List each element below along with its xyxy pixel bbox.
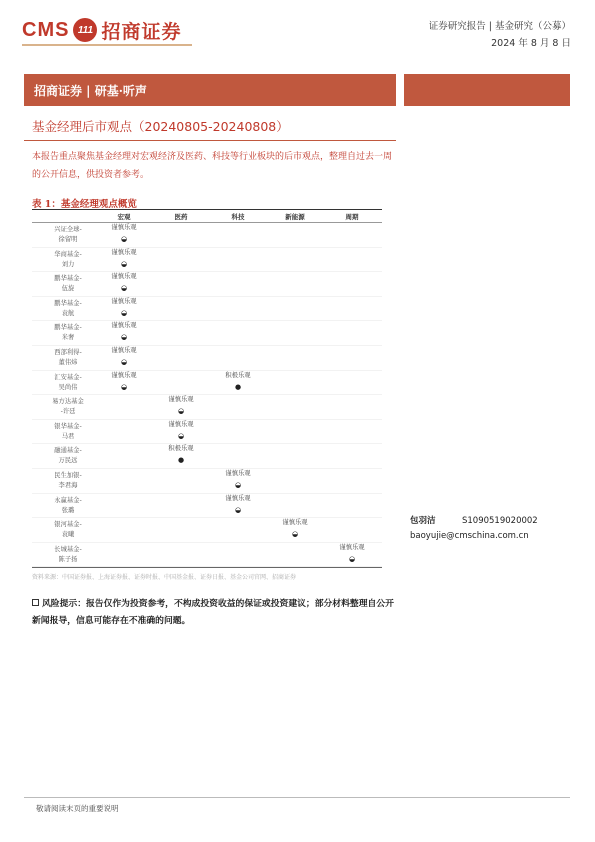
view-label: 谨慎乐观 (111, 248, 137, 256)
manager-name: 永赢基金- 张璐 (54, 496, 82, 514)
manager-name: 汇安基金- 吴尚伟 (54, 373, 82, 391)
views-table (32, 209, 382, 568)
report-meta (429, 18, 571, 52)
table-row (32, 371, 382, 396)
manager-name: 兴证全球- 徐留明 (54, 226, 82, 243)
table-cell (111, 321, 136, 343)
view-label: 谨慎乐观 (111, 346, 137, 354)
table-header (32, 209, 382, 223)
view-label: 积极乐观 (168, 445, 194, 453)
analyst-email[interactable]: baoyujie@cmschina.com.cn (410, 531, 529, 541)
manager-name: 鹏华基金- 袁航 (54, 299, 82, 317)
view-symbol-icon: ◒ (348, 554, 356, 563)
table-row (32, 272, 382, 297)
table-row (32, 494, 382, 519)
table-bottom-rule (32, 567, 382, 568)
column-header: 宏观 (117, 213, 131, 221)
logo-cms-text: CMS (22, 18, 70, 41)
table-cell (225, 469, 250, 491)
side-banner (404, 74, 570, 106)
column-header: 新能源 (285, 213, 305, 221)
view-label: 谨慎乐观 (339, 543, 365, 551)
table-cell (111, 272, 136, 294)
view-symbol-icon: ◒ (120, 333, 128, 342)
manager-name: 鹏华基金- 伍旋 (54, 275, 82, 293)
table-cell (168, 420, 193, 442)
table-cell (225, 494, 250, 516)
table-row (32, 420, 382, 445)
view-symbol-icon: ◒ (234, 480, 242, 489)
view-label: 谨慎乐观 (111, 297, 137, 305)
view-symbol-icon: ● (177, 456, 185, 465)
view-label: 谨慎乐观 (225, 494, 251, 502)
view-symbol-icon: ◒ (120, 235, 128, 243)
table-cell (168, 444, 193, 466)
manager-name: 鹏华基金- 米奢 (54, 324, 82, 342)
checkbox-bullet-icon (32, 599, 39, 606)
report-summary: 本报告重点聚焦基金经理对宏观经济及医药、科技等行业板块的后市观点，整理自过去一周的公开信息，供投资者参考。 (32, 152, 393, 180)
table-row (32, 248, 382, 273)
table-cell (282, 518, 307, 540)
risk-warning (32, 596, 394, 630)
company-logo (22, 14, 181, 46)
table-row (32, 297, 382, 322)
view-label: 积极乐观 (225, 371, 251, 379)
report-type: 证券研究报告 | 基金研究（公募） (428, 21, 571, 32)
view-symbol-icon: ◒ (291, 530, 299, 539)
table-caption: 表 1：基金经理观点概览 (32, 199, 137, 210)
view-label: 谨慎乐观 (225, 469, 251, 477)
page-title: 基金经理后市观点（20240805-20240808） (32, 119, 289, 134)
view-symbol-icon: ◒ (120, 357, 128, 366)
banner-text: 招商证券 | 研基·听声 (34, 83, 147, 98)
table-body (32, 223, 382, 567)
manager-name: 易方达基金 -许廷 (52, 398, 84, 416)
table-row (32, 346, 382, 371)
manager-name: 银华基金- 马君 (54, 422, 82, 440)
column-header: 医药 (174, 213, 188, 221)
table-cell (111, 223, 136, 245)
title-divider (24, 140, 396, 141)
logo-underline (22, 44, 192, 46)
table-row (32, 395, 382, 420)
view-symbol-icon: ◒ (120, 259, 128, 268)
table-cell (111, 297, 136, 319)
table-row (32, 444, 382, 469)
table-cell (168, 395, 193, 417)
view-label: 谨慎乐观 (111, 224, 137, 231)
table-cell (225, 371, 250, 393)
manager-name: 民生加银- 李君海 (54, 471, 82, 489)
table-cell (111, 371, 136, 393)
column-header: 周期 (345, 213, 359, 221)
footer-note: 敬请阅读末页的重要说明 (36, 804, 119, 813)
manager-name: 融通基金- 万民远 (54, 447, 82, 465)
table-cell (111, 346, 136, 368)
footer-divider (24, 797, 570, 798)
logo-cn-text: 招商证券 (101, 20, 182, 43)
view-symbol-icon: ● (234, 382, 242, 391)
column-header: 科技 (231, 213, 245, 221)
table-cell (111, 248, 136, 270)
view-label: 谨慎乐观 (111, 371, 137, 379)
manager-name: 西部利得- 董伟炜 (54, 348, 82, 366)
view-label: 谨慎乐观 (168, 396, 194, 404)
analyst-info (410, 514, 538, 544)
report-date: 2024 年 8 月 8 日 (491, 38, 571, 49)
view-label: 谨慎乐观 (111, 322, 137, 330)
analyst-id: S1090519020002 (462, 516, 538, 526)
table-row (32, 518, 382, 543)
view-label: 谨慎乐观 (168, 420, 194, 428)
manager-name: 华商基金- 刘力 (54, 250, 82, 268)
table-row (32, 321, 382, 346)
table-row (32, 469, 382, 494)
view-label: 谨慎乐观 (111, 273, 137, 281)
manager-name: 银河基金- 袁曦 (54, 521, 82, 539)
section-banner (24, 74, 396, 106)
table-row (32, 223, 382, 248)
logo-mark-icon: 111 (73, 18, 97, 42)
view-symbol-icon: ◒ (177, 431, 185, 440)
risk-text: 风险提示：报告仅作为投资参考，不构成投资收益的保证或投资建议；部分材料整理自公开新闻报导，信息可能存在不准确的问题。 (32, 599, 394, 626)
view-symbol-icon: ◒ (234, 505, 242, 514)
view-label: 谨慎乐观 (282, 519, 308, 527)
analyst-name: 包羽洁 (410, 516, 436, 526)
view-symbol-icon: ◒ (120, 382, 128, 391)
view-symbol-icon: ◒ (177, 407, 185, 416)
table-row (32, 543, 382, 568)
view-symbol-icon: ◒ (120, 308, 128, 317)
manager-name: 长城基金- 陈子扬 (54, 545, 82, 563)
table-cell (339, 543, 364, 565)
view-symbol-icon: ◒ (120, 284, 128, 293)
table-source: 资料来源：中国证券报、上海证券报、证券时报、中国基金报、证券日报、基金公司官网、招商证券 (32, 574, 297, 581)
